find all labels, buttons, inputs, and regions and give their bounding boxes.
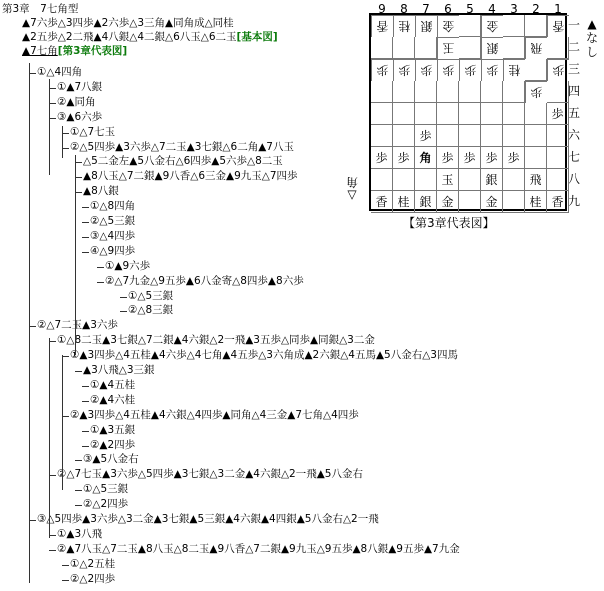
rank-label: 八 bbox=[567, 172, 580, 186]
tree-node: ①▲7八銀 bbox=[57, 80, 103, 93]
rank-label: 五 bbox=[567, 106, 580, 120]
tree-connector bbox=[82, 401, 89, 402]
tree-node: ①△5三銀 bbox=[83, 483, 129, 496]
shogi-piece: 歩 bbox=[547, 103, 569, 125]
board-square bbox=[437, 81, 459, 103]
shogi-piece: 銀 bbox=[481, 37, 503, 59]
shogi-piece: 歩 bbox=[525, 81, 547, 103]
shogi-piece: 飛 bbox=[525, 169, 547, 191]
shogi-piece: 歩 bbox=[503, 147, 525, 169]
tree-node: ②△7二玉▲3六歩 bbox=[37, 319, 118, 332]
shogi-board bbox=[369, 13, 567, 211]
rank-label: 一 bbox=[567, 18, 580, 32]
shogi-piece: 桂 bbox=[393, 15, 415, 37]
file-label: 6 bbox=[444, 2, 452, 16]
tree-node: ①△8四角 bbox=[90, 200, 136, 213]
tree-node: ①▲9六歩 bbox=[105, 259, 151, 272]
tree-node: ②△8三銀 bbox=[128, 304, 174, 317]
tree-connector bbox=[49, 338, 50, 538]
tree-node: ②▲4六桂 bbox=[90, 393, 136, 406]
tree-node: ②▲3四歩△4五桂▲4六銀△4四歩▲同角△4三金▲7七角△4四歩 bbox=[70, 408, 359, 421]
shogi-piece: 歩 bbox=[415, 59, 437, 81]
board-square bbox=[371, 103, 393, 125]
board-square bbox=[415, 37, 437, 59]
board-square bbox=[459, 103, 481, 125]
tree-node: ①△7七玉 bbox=[70, 125, 116, 138]
tree-node: ③△5四歩▲3六歩△3二金▲3七銀▲5三銀▲4六銀▲4四銀▲5八金右△2一飛 bbox=[37, 513, 379, 525]
tree-connector bbox=[49, 475, 56, 476]
tree-connector bbox=[49, 535, 56, 536]
shogi-piece: 歩 bbox=[371, 59, 393, 81]
tree-connector bbox=[75, 192, 82, 193]
tree-connector bbox=[75, 505, 82, 506]
shogi-piece: 歩 bbox=[393, 147, 415, 169]
board-square bbox=[393, 37, 415, 59]
board-square bbox=[503, 37, 525, 59]
rank-label: 七 bbox=[567, 150, 580, 164]
tree-node: ①△8二玉▲3七銀△7二銀▲4六銀△2一飛▲3五歩△同歩▲同銀△3二金 bbox=[57, 334, 375, 347]
tree-connector bbox=[29, 520, 36, 521]
tree-connector bbox=[49, 103, 56, 104]
board-square bbox=[481, 103, 503, 125]
tree-connector bbox=[82, 446, 89, 447]
board-square bbox=[459, 125, 481, 147]
tree-node: ②△5三銀 bbox=[90, 215, 136, 227]
tree-node: ③▲6六歩 bbox=[57, 110, 103, 123]
tree-connector bbox=[62, 355, 63, 490]
tree-connector bbox=[49, 79, 50, 175]
board-square bbox=[437, 125, 459, 147]
board-square bbox=[371, 169, 393, 191]
tree-connector bbox=[62, 580, 69, 581]
tree-connector bbox=[49, 550, 56, 551]
tree-connector bbox=[75, 371, 82, 372]
tree-node: ③▲5八金右 bbox=[83, 453, 139, 466]
tree-node: ②△2四歩 bbox=[70, 572, 116, 585]
rank-label: 九 bbox=[567, 194, 580, 208]
board-square bbox=[525, 125, 547, 147]
main-line-3: ▲7七角[第3章代表図] bbox=[22, 45, 128, 57]
shogi-piece: 金 bbox=[437, 15, 459, 37]
board-square bbox=[503, 191, 525, 213]
sente-hand: △ 角 bbox=[346, 175, 359, 203]
rank-label: 四 bbox=[567, 84, 580, 98]
tree-node: ②▲2四歩 bbox=[90, 438, 136, 451]
tree-connector bbox=[82, 222, 89, 223]
tree-connector bbox=[82, 207, 89, 208]
tree-connector bbox=[62, 148, 69, 149]
tree-connector bbox=[49, 341, 56, 342]
board-square bbox=[415, 169, 437, 191]
tree-node: ①▲3五銀 bbox=[90, 423, 136, 436]
board-square bbox=[525, 103, 547, 125]
tree-connector bbox=[49, 118, 56, 119]
main-line-1: ▲7六歩△3四歩▲2六歩△3三角▲同角成△同桂 bbox=[22, 17, 234, 29]
board-square bbox=[547, 125, 569, 147]
tree-connector bbox=[62, 565, 69, 566]
file-label: 1 bbox=[554, 2, 562, 16]
shogi-piece: 銀 bbox=[415, 15, 437, 37]
main-line-2: ▲2五歩△2二飛▲4八銀△4二銀△6八玉△6二玉[基本図] bbox=[22, 31, 278, 43]
board-square bbox=[393, 169, 415, 191]
file-label: 9 bbox=[378, 2, 386, 16]
board-square bbox=[547, 169, 569, 191]
tree-node: ▲8八銀 bbox=[83, 185, 119, 198]
shogi-piece: 玉 bbox=[437, 37, 459, 59]
tree-node: △5二金左▲5八金右△6四歩▲5六歩△8二玉 bbox=[83, 155, 283, 168]
shogi-piece: 飛 bbox=[525, 37, 547, 59]
board-square bbox=[503, 169, 525, 191]
tree-node: ②△2四歩 bbox=[83, 498, 129, 511]
tree-connector bbox=[82, 431, 89, 432]
tree-connector bbox=[120, 311, 127, 312]
shogi-piece: 歩 bbox=[393, 59, 415, 81]
shogi-piece: 歩 bbox=[459, 147, 481, 169]
tree-connector bbox=[75, 490, 82, 491]
shogi-piece: 桂 bbox=[525, 191, 547, 213]
board-square bbox=[481, 125, 503, 147]
tree-connector bbox=[75, 177, 82, 178]
board-square bbox=[371, 125, 393, 147]
tree-node: ①▲4五桂 bbox=[90, 378, 136, 391]
shogi-piece: 歩 bbox=[437, 59, 459, 81]
shogi-piece: 歩 bbox=[481, 59, 503, 81]
tree-connector bbox=[62, 126, 63, 158]
file-label: 5 bbox=[466, 2, 474, 16]
file-label: 8 bbox=[400, 2, 408, 16]
shogi-piece: 香 bbox=[547, 191, 569, 213]
board-square bbox=[503, 103, 525, 125]
board-square bbox=[481, 81, 503, 103]
tree-connector bbox=[29, 326, 36, 327]
board-square bbox=[415, 81, 437, 103]
board-square bbox=[525, 59, 547, 81]
shogi-piece: 金 bbox=[437, 191, 459, 213]
tree-node: ▲3八飛△3三銀 bbox=[83, 364, 155, 376]
board-square bbox=[393, 103, 415, 125]
board-square bbox=[503, 15, 525, 37]
tree-connector bbox=[82, 386, 89, 387]
shogi-piece: 香 bbox=[547, 15, 569, 37]
board-square bbox=[459, 15, 481, 37]
shogi-piece: 歩 bbox=[481, 147, 503, 169]
board-square bbox=[437, 103, 459, 125]
file-label: 4 bbox=[488, 2, 496, 16]
file-label: 2 bbox=[532, 2, 540, 16]
shogi-piece: 桂 bbox=[503, 59, 525, 81]
tree-connector bbox=[75, 155, 76, 355]
tree-connector bbox=[62, 416, 69, 417]
file-label: 3 bbox=[510, 2, 518, 16]
tree-connector bbox=[29, 73, 36, 74]
tree-node: ②▲7八玉△7二玉▲8八玉△8二玉▲9八香△7二銀▲9九玉△9五歩▲8八銀▲9五歩▲7九金 bbox=[57, 542, 460, 555]
rank-label: 三 bbox=[567, 62, 580, 76]
tree-node: ▲8八玉△7二銀▲9八香△6三金▲9九玉△7四歩 bbox=[83, 170, 298, 183]
gote-hand: ▲ な し bbox=[585, 17, 598, 59]
tree-node: ③△4四歩 bbox=[90, 229, 136, 242]
tree-connector bbox=[75, 460, 82, 461]
tree-connector bbox=[29, 63, 30, 583]
tree-node: ②△7九金△9五歩▲6八金寄△8四歩▲8六歩 bbox=[105, 274, 304, 287]
chapter-title: 第3章 7七角型 bbox=[2, 3, 79, 15]
board-square bbox=[547, 147, 569, 169]
tree-node: ①▲3四歩△4五桂▲4六歩△4七角▲4五歩△3六角成▲2六銀△4五馬▲5八金右△3四馬 bbox=[70, 349, 458, 362]
shogi-piece: 歩 bbox=[371, 147, 393, 169]
tree-connector bbox=[62, 356, 69, 357]
shogi-piece: 歩 bbox=[437, 147, 459, 169]
shogi-piece: 歩 bbox=[459, 59, 481, 81]
shogi-piece: 桂 bbox=[393, 191, 415, 213]
tree-connector bbox=[97, 267, 104, 268]
shogi-piece: 銀 bbox=[415, 191, 437, 213]
board-square bbox=[525, 15, 547, 37]
board-square bbox=[547, 37, 569, 59]
tree-node: ①△5三銀 bbox=[128, 289, 174, 302]
board-square bbox=[371, 37, 393, 59]
tree-connector bbox=[62, 133, 69, 134]
tree-node: ④△9四歩 bbox=[90, 244, 136, 257]
board-square bbox=[503, 81, 525, 103]
board-caption: 【第3章代表図】 bbox=[403, 216, 495, 230]
tree-connector bbox=[97, 282, 104, 283]
board-square bbox=[459, 191, 481, 213]
board-square bbox=[547, 81, 569, 103]
tree-connector bbox=[120, 297, 127, 298]
tree-connector bbox=[82, 237, 89, 238]
board-square bbox=[371, 81, 393, 103]
shogi-piece: 金 bbox=[481, 15, 503, 37]
tree-connector bbox=[82, 252, 89, 253]
tree-node: ②▲同角 bbox=[57, 95, 96, 108]
shogi-piece: 香 bbox=[371, 191, 393, 213]
board-square bbox=[459, 169, 481, 191]
shogi-piece: 玉 bbox=[437, 169, 459, 191]
tree-connector bbox=[49, 88, 56, 89]
tree-node: ②△7七玉▲3六歩△5四歩▲3七銀△3二金▲4六銀△2一飛▲5八金右 bbox=[57, 468, 363, 481]
tree-node: ①△4四角 bbox=[37, 66, 83, 78]
shogi-piece: 香 bbox=[371, 15, 393, 37]
shogi-piece: 歩 bbox=[415, 125, 437, 147]
board-square bbox=[503, 125, 525, 147]
shogi-piece: 銀 bbox=[481, 169, 503, 191]
tree-node: ①△2五桂 bbox=[70, 557, 116, 570]
board-square bbox=[525, 147, 547, 169]
shogi-piece: 金 bbox=[481, 191, 503, 213]
shogi-piece: 歩 bbox=[547, 59, 569, 81]
rank-label: 二 bbox=[567, 40, 580, 54]
board-square bbox=[459, 81, 481, 103]
board-square bbox=[459, 37, 481, 59]
rank-label: 六 bbox=[567, 128, 580, 142]
file-label: 7 bbox=[422, 2, 430, 16]
tree-node: ①▲3八飛 bbox=[57, 527, 103, 540]
shogi-piece: 角 bbox=[415, 147, 437, 169]
shogi-board-panel bbox=[346, 0, 604, 240]
board-square bbox=[393, 81, 415, 103]
board-square bbox=[393, 125, 415, 147]
tree-connector bbox=[75, 162, 82, 163]
tree-node: ②△5四歩▲3六歩△7二玉▲3七銀△6二角▲7八玉 bbox=[70, 140, 294, 153]
board-square bbox=[415, 103, 437, 125]
